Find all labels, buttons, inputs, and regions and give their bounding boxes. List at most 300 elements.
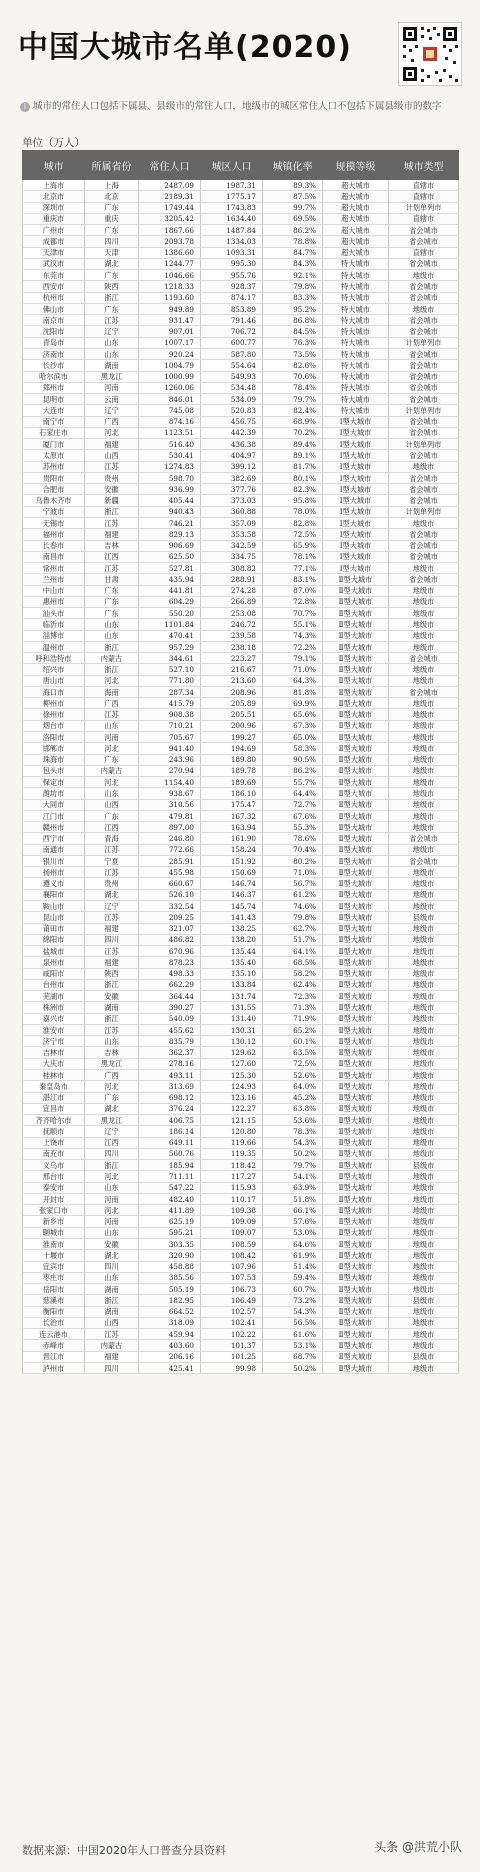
cell-urbanization-rate: 78.6% [263,833,323,844]
cell-resident-pop: 1260.06 [139,382,201,393]
cell-urbanization-rate: 89.4% [263,439,323,450]
cell-urbanization-rate: 65.0% [263,732,323,743]
cell-urban-pop: 520.83 [201,405,263,416]
cell-scale-level: Ⅱ型大城市 [323,1182,389,1193]
cell-scale-level: Ⅱ型大城市 [323,1261,389,1272]
cell-scale-level: Ⅱ型大城市 [323,630,389,641]
cell-resident-pop: 560.76 [139,1148,201,1159]
cell-province: 安徽 [85,991,139,1002]
table-row [23,1137,459,1148]
cell-province: 海南 [85,686,139,697]
cell-resident-pop: 406.75 [139,1115,201,1126]
cell-province: 广东 [85,608,139,619]
cell-urbanization-rate: 63.5% [263,1047,323,1058]
cell-province: 陕西 [85,281,139,292]
cell-resident-pop: 390.27 [139,1002,201,1013]
cell-province: 广东 [85,225,139,236]
cell-scale-level: Ⅱ型大城市 [323,732,389,743]
cell-city-type: 地级市 [389,822,459,833]
cell-scale-level: Ⅱ型大城市 [323,901,389,912]
cell-province: 黑龙江 [85,1058,139,1069]
cell-urbanization-rate: 73.5% [263,348,323,359]
cell-province: 河南 [85,1216,139,1227]
cell-province: 河南 [85,1193,139,1204]
cell-city-type: 地级市 [389,1137,459,1148]
cell-scale-level: Ⅱ型大城市 [323,1013,389,1024]
cell-urban-pop: 216.67 [201,664,263,675]
cell-resident-pop: 403.60 [139,1340,201,1351]
cell-city: 连云港市 [23,1329,85,1340]
cell-scale-level: Ⅱ型大城市 [323,1216,389,1227]
cell-province: 吉林 [85,1047,139,1058]
cell-province: 湖北 [85,1103,139,1114]
cell-urbanization-rate: 65.9% [263,540,323,551]
cell-urbanization-rate: 66.1% [263,1205,323,1216]
cell-city: 张家口市 [23,1205,85,1216]
cell-urbanization-rate: 86.2% [263,765,323,776]
cell-city: 济宁市 [23,1036,85,1047]
cell-scale-level: Ⅱ型大城市 [323,1329,389,1340]
cell-city-type: 地级市 [389,957,459,968]
cell-resident-pop: 1007.17 [139,337,201,348]
cell-province: 四川 [85,934,139,945]
cell-urbanization-rate: 64.6% [263,1238,323,1249]
cell-urbanization-rate: 77.1% [263,563,323,574]
cell-resident-pop: 906.69 [139,540,201,551]
cell-resident-pop: 415.79 [139,698,201,709]
cell-province: 江苏 [85,461,139,472]
cell-province: 广西 [85,1069,139,1080]
cell-scale-level: Ⅱ型大城市 [323,1069,389,1080]
cell-city-type: 地级市 [389,1024,459,1035]
cell-resident-pop: 550.20 [139,608,201,619]
cell-scale-level: Ⅰ型大城市 [323,472,389,483]
cell-urbanization-rate: 86.8% [263,315,323,326]
cell-urbanization-rate: 79.1% [263,653,323,664]
cell-scale-level: Ⅱ型大城市 [323,1295,389,1306]
table-row [23,416,459,427]
cell-urban-pop: 150.69 [201,867,263,878]
cell-urban-pop: 199.27 [201,732,263,743]
cell-city-type: 省会城市 [389,833,459,844]
cell-city-type: 地级市 [389,563,459,574]
cell-city: 兰州市 [23,574,85,585]
cell-province: 河北 [85,743,139,754]
table-row [23,1216,459,1227]
table-row [23,788,459,799]
cell-city: 宁波市 [23,506,85,517]
cell-resident-pop: 270.94 [139,765,201,776]
cell-city: 嘉兴市 [23,1013,85,1024]
cell-urban-pop: 127.60 [201,1058,263,1069]
cell-province: 浙江 [85,1013,139,1024]
cell-scale-level: Ⅰ型大城市 [323,495,389,506]
cell-urbanization-rate: 80.1% [263,472,323,483]
cell-urban-pop: 119.35 [201,1148,263,1159]
cell-scale-level: Ⅱ型大城市 [323,1137,389,1148]
cell-resident-pop: 209.25 [139,912,201,923]
cell-resident-pop: 1193.60 [139,292,201,303]
cell-scale-level: Ⅱ型大城市 [323,1036,389,1047]
cell-city-type: 地级市 [389,517,459,528]
cell-urbanization-rate: 83.3% [263,292,323,303]
cell-scale-level: Ⅱ型大城市 [323,754,389,765]
cell-scale-level: 特大城市 [323,292,389,303]
table-row [23,225,459,236]
cell-province: 广东 [85,585,139,596]
cell-urbanization-rate: 79.8% [263,281,323,292]
table-row [23,709,459,720]
cell-resident-pop: 206.16 [139,1351,201,1362]
cell-urbanization-rate: 84.5% [263,326,323,337]
cell-urbanization-rate: 82.6% [263,360,323,371]
cell-scale-level: Ⅱ型大城市 [323,1103,389,1114]
cell-urban-pop: 1743.83 [201,202,263,213]
cell-urbanization-rate: 79.7% [263,1160,323,1171]
cell-resident-pop: 470.41 [139,630,201,641]
table-row [23,619,459,630]
cell-city-type: 地级市 [389,991,459,1002]
cell-urbanization-rate: 79.7% [263,394,323,405]
cell-urbanization-rate: 56.5% [263,1317,323,1328]
cell-province: 新疆 [85,495,139,506]
cell-resident-pop: 320.90 [139,1250,201,1261]
cell-urbanization-rate: 87.0% [263,585,323,596]
cell-province: 山西 [85,450,139,461]
cell-city: 武汉市 [23,258,85,269]
cell-scale-level: 特大城市 [323,360,389,371]
cell-scale-level: Ⅱ型大城市 [323,619,389,630]
cell-city-type: 地级市 [389,608,459,619]
cell-scale-level: Ⅰ型大城市 [323,563,389,574]
cell-urban-pop: 600.77 [201,337,263,348]
cell-scale-level: Ⅱ型大城市 [323,889,389,900]
cell-scale-level: Ⅰ型大城市 [323,540,389,551]
cell-resident-pop: 526.10 [139,889,201,900]
cell-urban-pop: 158.24 [201,844,263,855]
table-row [23,923,459,934]
cell-scale-level: 特大城市 [323,382,389,393]
cell-urbanization-rate: 53.6% [263,1115,323,1126]
cell-city: 南京市 [23,315,85,326]
table-row [23,1171,459,1182]
cell-resident-pop: 662.29 [139,979,201,990]
cell-urbanization-rate: 69.9% [263,698,323,709]
cell-resident-pop: 1274.83 [139,461,201,472]
cell-scale-level: Ⅱ型大城市 [323,1306,389,1317]
cell-city: 济南市 [23,348,85,359]
table-row [23,472,459,483]
cell-scale-level: Ⅱ型大城市 [323,608,389,619]
cell-urbanization-rate: 78.8% [263,236,323,247]
cell-urban-pop: 122.27 [201,1103,263,1114]
cell-city: 泉州市 [23,957,85,968]
cell-urbanization-rate: 82.8% [263,517,323,528]
cell-scale-level: Ⅱ型大城市 [323,1317,389,1328]
cell-urbanization-rate: 72.2% [263,641,323,652]
table-body [23,180,459,1374]
cell-province: 福建 [85,529,139,540]
cell-province: 黑龙江 [85,1115,139,1126]
cell-urbanization-rate: 60.1% [263,1036,323,1047]
cell-city: 沈阳市 [23,326,85,337]
cell-scale-level: 特大城市 [323,371,389,382]
cell-scale-level: Ⅰ型大城市 [323,484,389,495]
cell-scale-level: Ⅱ型大城市 [323,968,389,979]
cell-city-type: 地级市 [389,901,459,912]
cell-city-type: 地级市 [389,270,459,281]
cell-urban-pop: 125.30 [201,1069,263,1080]
table-row [23,1013,459,1024]
cell-province: 江苏 [85,946,139,957]
cell-city: 长春市 [23,540,85,551]
cell-city-type: 地级市 [389,1227,459,1238]
cell-scale-level: 超大城市 [323,236,389,247]
cell-province: 贵州 [85,472,139,483]
cell-city-type: 省会城市 [389,360,459,371]
cell-resident-pop: 285.91 [139,855,201,866]
cell-urban-pop: 239.58 [201,630,263,641]
cell-city-type: 地级市 [389,675,459,686]
cell-urban-pop: 129.62 [201,1047,263,1058]
cell-city-type: 计划单列市 [389,202,459,213]
cell-urban-pop: 404.97 [201,450,263,461]
cell-resident-pop: 1244.77 [139,258,201,269]
cell-city: 昆明市 [23,394,85,405]
cell-resident-pop: 516.40 [139,439,201,450]
cell-province: 黑龙江 [85,371,139,382]
cell-resident-pop: 376.24 [139,1103,201,1114]
cell-urban-pop: 266.89 [201,596,263,607]
cell-urbanization-rate: 78.0% [263,506,323,517]
table-row [23,1160,459,1171]
cell-province: 浙江 [85,641,139,652]
cell-city: 衡阳市 [23,1306,85,1317]
cell-city-type: 地级市 [389,743,459,754]
cell-scale-level: Ⅱ型大城市 [323,1058,389,1069]
cell-city-type: 地级市 [389,810,459,821]
cell-urban-pop: 141.43 [201,912,263,923]
cell-urbanization-rate: 53.1% [263,1340,323,1351]
cell-city: 温州市 [23,641,85,652]
cell-resident-pop: 458.88 [139,1261,201,1272]
cell-scale-level: 超大城市 [323,202,389,213]
cell-province: 浙江 [85,506,139,517]
cell-province: 浙江 [85,1160,139,1171]
cell-resident-pop: 908.38 [139,709,201,720]
cell-urban-pop: 587.80 [201,348,263,359]
cell-city-type: 地级市 [389,664,459,675]
table-row [23,517,459,528]
cell-city: 中山市 [23,585,85,596]
cell-city: 福州市 [23,529,85,540]
table-row [23,348,459,359]
cell-city-type: 省会城市 [389,495,459,506]
cell-urbanization-rate: 65.2% [263,1024,323,1035]
cell-province: 安徽 [85,484,139,495]
cell-scale-level: Ⅱ型大城市 [323,720,389,731]
cell-scale-level: Ⅱ型大城市 [323,1351,389,1362]
cell-urbanization-rate: 51.7% [263,934,323,945]
cell-province: 江苏 [85,844,139,855]
cell-province: 四川 [85,1261,139,1272]
cell-province: 河北 [85,1081,139,1092]
table-row [23,202,459,213]
cell-resident-pop: 498.33 [139,968,201,979]
cell-city-type: 地级市 [389,788,459,799]
cell-urbanization-rate: 65.6% [263,709,323,720]
cell-province: 福建 [85,439,139,450]
cell-resident-pop: 243.96 [139,754,201,765]
cell-urban-pop: 342.59 [201,540,263,551]
cell-resident-pop: 332.54 [139,901,201,912]
table-row [23,664,459,675]
cell-scale-level: Ⅱ型大城市 [323,810,389,821]
cell-city: 佛山市 [23,303,85,314]
cell-province: 河北 [85,1205,139,1216]
cell-urban-pop: 308.82 [201,563,263,574]
cell-city-type: 省会城市 [389,382,459,393]
cell-scale-level: 特大城市 [323,337,389,348]
cell-urbanization-rate: 61.9% [263,1250,323,1261]
cell-city-type: 地级市 [389,1002,459,1013]
cell-city-type: 地级市 [389,619,459,630]
cell-resident-pop: 303.35 [139,1238,201,1249]
cell-province: 辽宁 [85,901,139,912]
cell-city-type: 省会城市 [389,855,459,866]
cell-urbanization-rate: 70.4% [263,844,323,855]
cell-urbanization-rate: 51.8% [263,1193,323,1204]
cell-resident-pop: 530.41 [139,450,201,461]
cell-resident-pop: 878.23 [139,957,201,968]
cell-scale-level: Ⅱ型大城市 [323,979,389,990]
cell-urban-pop: 360.88 [201,506,263,517]
cell-urban-pop: 189.69 [201,777,263,788]
cell-city: 临沂市 [23,619,85,630]
column-header-resident-pop: 常住人口 [139,151,201,180]
table-row [23,979,459,990]
cell-city-type: 省会城市 [389,371,459,382]
cell-scale-level: Ⅱ型大城市 [323,1238,389,1249]
cell-scale-level: Ⅱ型大城市 [323,1160,389,1171]
unit-label: 单位（万人） [22,137,85,149]
cell-resident-pop: 321.07 [139,923,201,934]
cell-resident-pop: 455.98 [139,867,201,878]
cell-province: 江苏 [85,1024,139,1035]
table-row [23,180,459,191]
cell-resident-pop: 745.08 [139,405,201,416]
cell-city: 唐山市 [23,675,85,686]
cell-urbanization-rate: 78.3% [263,1126,323,1137]
cell-resident-pop: 482.40 [139,1193,201,1204]
cell-urban-pop: 274.28 [201,585,263,596]
cell-province: 吉林 [85,540,139,551]
cell-city-type: 地级市 [389,777,459,788]
cell-resident-pop: 1867.66 [139,225,201,236]
cell-scale-level: Ⅱ型大城市 [323,1227,389,1238]
cell-province: 江苏 [85,709,139,720]
cell-urbanization-rate: 57.6% [263,1216,323,1227]
cell-city: 天津市 [23,247,85,258]
cell-scale-level: Ⅱ型大城市 [323,1002,389,1013]
cell-scale-level: Ⅱ型大城市 [323,1284,389,1295]
cell-province: 湖北 [85,1250,139,1261]
cell-urban-pop: 121.15 [201,1115,263,1126]
cell-province: 四川 [85,1148,139,1159]
cell-urban-pop: 101.37 [201,1340,263,1351]
cell-resident-pop: 486.82 [139,934,201,945]
cell-city: 贵阳市 [23,472,85,483]
cell-city-type: 地级市 [389,1329,459,1340]
cell-scale-level: Ⅱ型大城市 [323,1272,389,1283]
cell-urbanization-rate: 63.8% [263,1103,323,1114]
table-row [23,878,459,889]
cell-city-type: 省会城市 [389,653,459,664]
cell-province: 山东 [85,337,139,348]
cell-province: 安徽 [85,1238,139,1249]
cell-city-type: 地级市 [389,1081,459,1092]
cell-resident-pop: 364.44 [139,991,201,1002]
table-row [23,1126,459,1137]
cell-urban-pop: 194.69 [201,743,263,754]
cell-city: 邯郸市 [23,743,85,754]
table-row [23,867,459,878]
cell-city: 呼和浩特市 [23,653,85,664]
cell-urban-pop: 131.40 [201,1013,263,1024]
cell-scale-level: 特大城市 [323,315,389,326]
cell-urbanization-rate: 68.7% [263,1351,323,1362]
table-row [23,303,459,314]
cell-scale-level: 特大城市 [323,348,389,359]
cell-scale-level: Ⅱ型大城市 [323,653,389,664]
cell-urbanization-rate: 70.2% [263,427,323,438]
cell-urban-pop: 108.59 [201,1238,263,1249]
cell-scale-level: 超大城市 [323,213,389,224]
cell-city: 海口市 [23,686,85,697]
cell-scale-level: Ⅰ型大城市 [323,551,389,562]
cell-city-type: 地级市 [389,1272,459,1283]
cell-province: 江苏 [85,1329,139,1340]
table-row [23,1340,459,1351]
cell-urban-pop: 253.08 [201,608,263,619]
table-row [23,382,459,393]
cell-city: 秦皇岛市 [23,1081,85,1092]
cell-resident-pop: 1004.79 [139,360,201,371]
cell-city-type: 省会城市 [389,551,459,562]
cell-urban-pop: 135.40 [201,957,263,968]
cell-city: 南通市 [23,844,85,855]
cell-city-type: 地级市 [389,1205,459,1216]
table-row [23,855,459,866]
cell-resident-pop: 479.81 [139,810,201,821]
cell-urban-pop: 124.93 [201,1081,263,1092]
cell-urbanization-rate: 95.2% [263,303,323,314]
table-row [23,1148,459,1159]
cell-city-type: 地级市 [389,1238,459,1249]
cell-province: 甘肃 [85,574,139,585]
cell-province: 湖南 [85,1306,139,1317]
cell-city-type: 省会城市 [389,484,459,495]
cell-city: 淮安市 [23,1024,85,1035]
cell-urban-pop: 161.90 [201,833,263,844]
cell-city-type: 直辖市 [389,213,459,224]
cell-resident-pop: 625.50 [139,551,201,562]
cell-scale-level: Ⅰ型大城市 [323,517,389,528]
cell-province: 四川 [85,1362,139,1373]
cell-urban-pop: 120.80 [201,1126,263,1137]
cell-resident-pop: 829.13 [139,529,201,540]
cell-scale-level: Ⅱ型大城市 [323,799,389,810]
